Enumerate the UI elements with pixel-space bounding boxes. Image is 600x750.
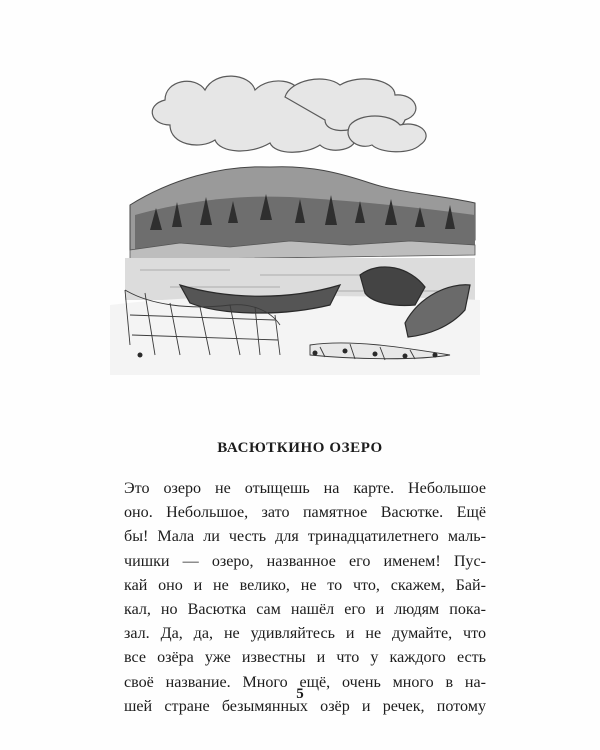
- paragraph-line: оно. Небольшое, зато памятное Васютке. Ещё: [124, 504, 486, 522]
- paragraph-line: кай оно и не велико, не то что, скажем, Бай-: [124, 576, 486, 594]
- story-paragraph: [124, 477, 486, 719]
- paragraph-line: кал, но Васютка сам нашёл его и людям пока-: [124, 600, 486, 618]
- lake-illustration: [110, 55, 480, 375]
- story-title: ВАСЮТКИНО ОЗЕРО: [217, 440, 383, 456]
- paragraph-line: зал. Да, да, не удивляйтесь и не думайте, что: [124, 625, 486, 643]
- paragraph-line: Это озеро не отыщешь на карте. Небольшое: [124, 480, 486, 497]
- paragraph-line: шей стране безымянных озёр и речек, потому: [124, 697, 486, 715]
- paragraph-line: бы! Мала ли честь для тринадцатилетнего маль-: [124, 528, 486, 546]
- lake-landscape-icon: [110, 55, 480, 375]
- page-number: 5: [296, 686, 304, 702]
- paragraph-line: чишки — озеро, названное его именем! Пус-: [124, 552, 486, 570]
- paragraph-line: все озёра уже известны и что у каждого есть: [124, 649, 486, 667]
- paragraph-line: своё название. Много ещё, очень много в на-: [124, 673, 486, 691]
- clouds: [152, 76, 426, 152]
- forested-hills: [130, 167, 475, 260]
